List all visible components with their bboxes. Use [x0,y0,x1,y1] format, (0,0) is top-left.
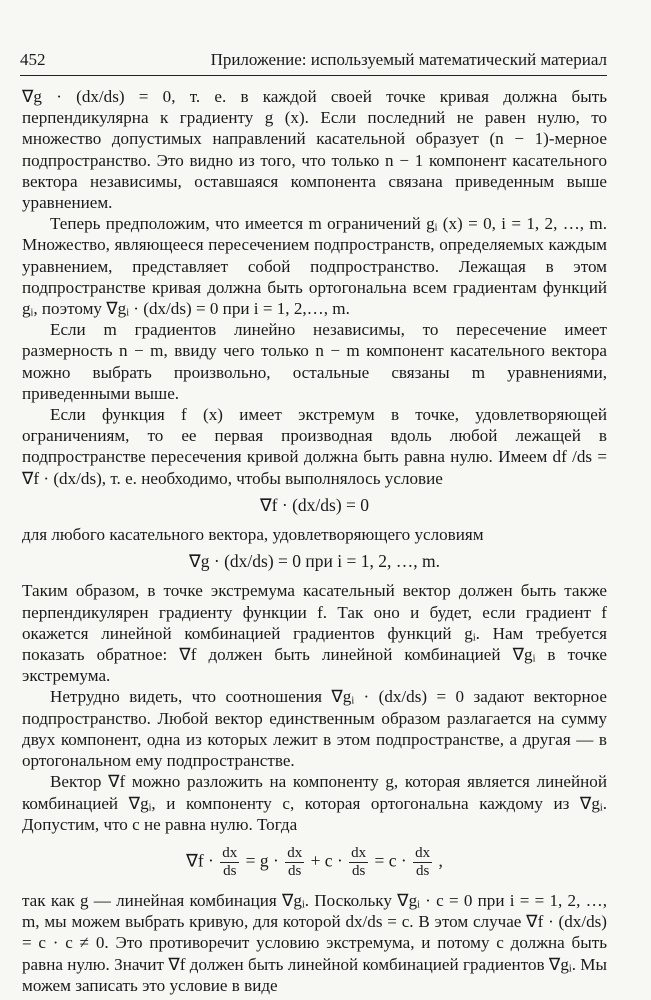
running-title: Приложение: используемый математический материал [210,50,607,69]
eq3-equals-c: = c · [374,850,407,871]
paragraph-9: так как g — линейная комбинация ∇gᵢ. Поскольку ∇gᵢ · c = 0 при i = = 1, 2, …, m, мы можем выбрать кривую, для которой dx/ds = c. В этом случае ∇f · (dx/ds) = c · c ≠ 0. Это противоречит условию экстремума, и потому c должна быть равна нулю. Значит ∇f должен быть линейной комбинацией градиентов ∇gᵢ. Мы можем записать это условие в виде [22,890,607,995]
fraction-denominator: ds [351,862,366,879]
fraction-numerator: dx [351,844,367,861]
fraction-dx-ds [349,845,368,880]
fraction-dx-ds [413,845,432,880]
paragraph-8: Вектор ∇f можно разложить на компоненту g, которая является линейной комбинацией ∇gᵢ, и компоненту c, которая ортогональна каждому из ∇gᵢ. Допустим, что c не равна нулю. Тогда [22,772,607,834]
paragraph-6: Таким образом, в точке экстремума касательный вектор должен быть также перпендикулярен градиенту функции f. Так оно и будет, если градиент f окажется линейной комбинацией градиентов функций gᵢ. Нам требуется показать обратное: ∇f должен быть линейной комбинацией ∇gᵢ в точке экстремума. [22,581,607,686]
equation-1: ∇f · (dx/ds) = 0 [259,494,370,515]
equation-2: ∇g · (dx/ds) = 0 при i = 1, 2, …, m. [189,551,440,572]
fraction-denominator: ds [415,862,430,879]
paragraph-7: Нетрудно видеть, что соотношения ∇gᵢ · (dx/ds) = 0 задают векторное подпространство. Любой вектор единственным образом разлагается на сумму двух компонент, одна из которых лежит в этом подпространстве, а другая — в ортогональном ему подпространстве. [22,687,607,771]
fraction-numerator: dx [287,844,303,861]
fraction-numerator: dx [222,844,238,861]
fraction-dx-ds [285,845,304,880]
eq3-equals-g: = g · [245,850,279,871]
page-number: 452 [20,50,46,69]
fraction-numerator: dx [415,844,431,861]
page-header [20,50,607,74]
eq3-lhs: ∇f · [186,850,214,871]
fraction-denominator: ds [288,862,302,879]
page-body [22,86,607,996]
paragraph-2: Теперь предположим, что имеется m ограничений gᵢ (x) = 0, i = 1, 2, …, m. Множество, являющееся пересечением подпространств, определяемых каждым уравнением, представляет собой подпространство. Лежащая в этом подпространстве кривая должна быть ортогональна всем градиентам функций gᵢ, поэтому ∇gᵢ · (dx/ds) = 0 при i = 1, 2,…, m. [22,214,607,319]
equation-3 [22,845,607,880]
paragraph-3: Если m градиентов линейно независимы, то пересечение имеет размерность n − m, ввиду чего только n − m компонент касательного вектора можно выбрать произвольно, остальные связаны m уравнениями, приведенными выше. [22,320,607,403]
paragraph-5: для любого касательного вектора, удовлетворяющего условиям [22,525,484,545]
eq3-comma: , [438,850,443,871]
paragraph-4: Если функция f (x) имеет экстремум в точке, удовлетворяющей ограничениям, то ее первая производная вдоль любой лежащей в подпространстве пересечения кривой должна быть равна нулю. Имеем df /ds = ∇f · (dx/ds), т. е. необходимо, чтобы выполнялось условие [22,405,607,488]
eq3-plus-c: + c · [310,850,343,871]
header-rule [20,75,607,76]
fraction-denominator: ds [223,862,237,879]
paragraph-1: ∇g · (dx/ds) = 0, т. е. в каждой своей точке кривая должна быть перпендикулярна к градиенту g (x). Если последний не равен нулю, то множество допустимых направлений касательной образует (n − 1)-мерное подпространство. Это видно из того, что только n − 1 компонент касательного вектора независимы, оставшаяся компонента связана приведенным выше уравнением. [22,87,607,213]
fraction-dx-ds [220,845,239,880]
